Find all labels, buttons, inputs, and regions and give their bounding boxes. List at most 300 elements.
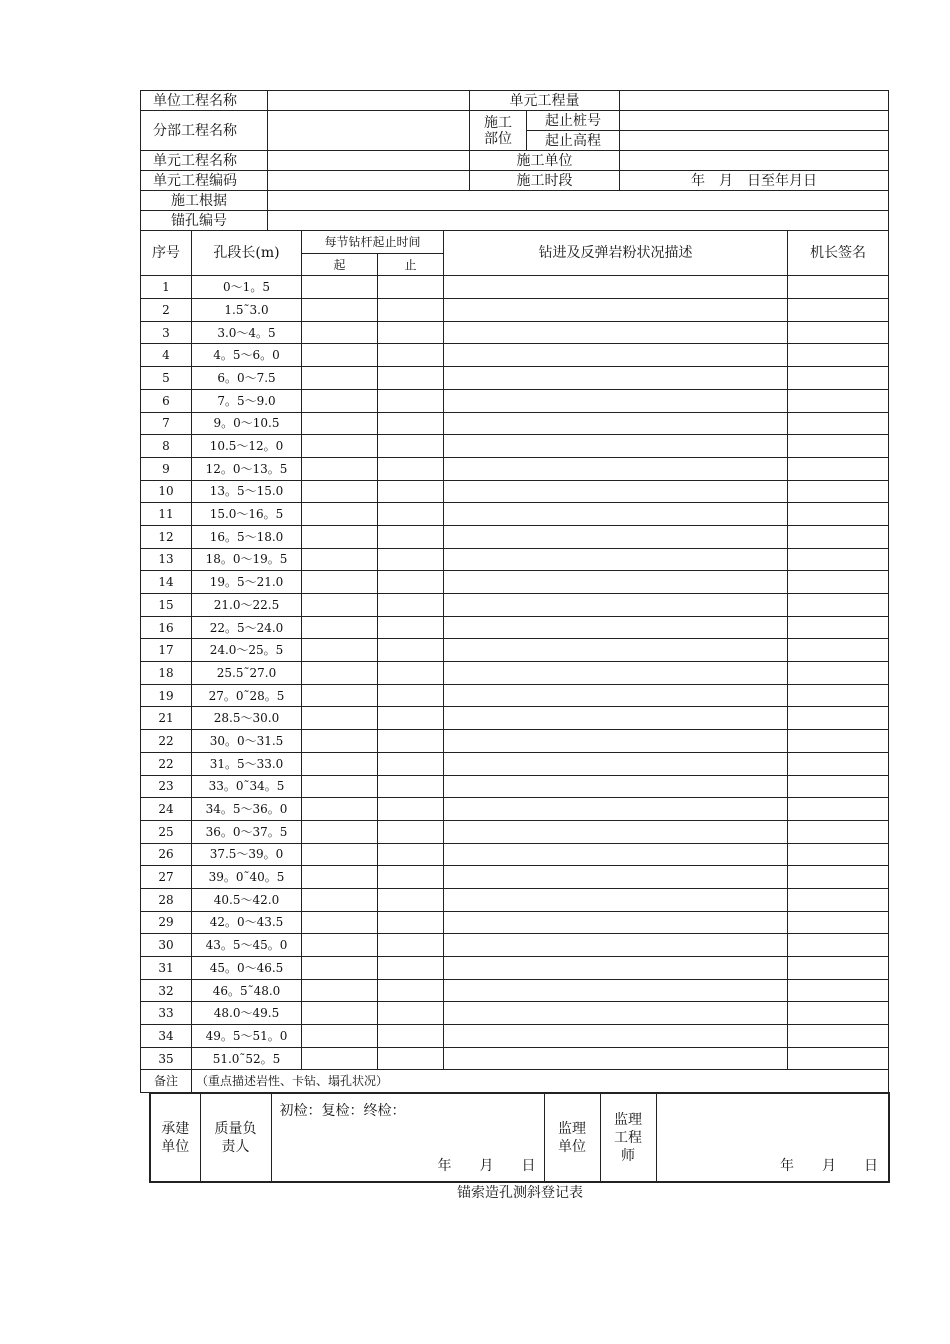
header-table [140, 90, 889, 231]
end-time-cell[interactable] [378, 775, 444, 798]
operator-sign-cell[interactable] [788, 843, 889, 866]
description-cell[interactable] [444, 979, 788, 1002]
end-time-cell[interactable] [378, 480, 444, 503]
sub-project-name-label: 分部工程名称 [141, 111, 268, 151]
form-caption: 锚索造孔测斜登记表 [457, 1185, 583, 1201]
seq-cell: 4 [141, 344, 192, 367]
section-length-cell: 42。0～43.5 [192, 911, 302, 934]
description-cell[interactable] [444, 389, 788, 412]
start-time-cell[interactable] [302, 344, 378, 367]
table-row [141, 435, 889, 458]
start-time-cell[interactable] [302, 820, 378, 843]
unit-element-code-field[interactable] [268, 171, 470, 191]
start-time-cell[interactable] [302, 616, 378, 639]
end-time-cell[interactable] [378, 435, 444, 458]
description-cell[interactable] [444, 1025, 788, 1048]
start-time-cell[interactable] [302, 435, 378, 458]
description-cell[interactable] [444, 344, 788, 367]
end-time-cell[interactable] [378, 662, 444, 685]
seq-cell: 30 [141, 934, 192, 957]
start-time-cell[interactable] [302, 1047, 378, 1070]
description-cell[interactable] [444, 911, 788, 934]
description-cell[interactable] [444, 299, 788, 322]
registration-form [140, 90, 888, 1183]
start-time-cell[interactable] [302, 457, 378, 480]
contractor-label [150, 1093, 200, 1182]
inspection-date: 年 月 日 [437, 1158, 536, 1175]
operator-sign-cell[interactable] [788, 548, 889, 571]
table-row [141, 979, 889, 1002]
section-length-cell: 13。5～15.0 [192, 480, 302, 503]
end-time-cell[interactable] [378, 367, 444, 390]
section-length-cell: 28.5～30.0 [192, 707, 302, 730]
seq-cell: 17 [141, 639, 192, 662]
anchor-hole-no-field[interactable] [268, 211, 889, 231]
end-time-cell[interactable] [378, 299, 444, 322]
table-row [141, 730, 889, 753]
start-time-cell[interactable] [302, 412, 378, 435]
construction-unit-label: 施工单位 [470, 151, 620, 171]
construction-part-line1: 施工 [484, 114, 512, 131]
start-end-elevation-field[interactable] [620, 131, 889, 151]
drilling-record-table [140, 230, 889, 1093]
seq-cell: 31 [141, 957, 192, 980]
start-time-cell[interactable] [302, 525, 378, 548]
description-cell[interactable] [444, 1002, 788, 1025]
seq-cell: 7 [141, 412, 192, 435]
seq-cell: 8 [141, 435, 192, 458]
end-time-cell[interactable] [378, 1047, 444, 1070]
seq-cell: 35 [141, 1047, 192, 1070]
operator-sign-cell[interactable] [788, 412, 889, 435]
start-time-cell[interactable] [302, 594, 378, 617]
operator-sign-cell[interactable] [788, 594, 889, 617]
start-time-cell[interactable] [302, 707, 378, 730]
table-row [141, 934, 889, 957]
start-time-cell[interactable] [302, 1002, 378, 1025]
construction-period-label: 施工时段 [470, 171, 620, 191]
operator-sign-cell[interactable] [788, 525, 889, 548]
start-time-cell[interactable] [302, 752, 378, 775]
section-length-cell: 9。0～10.5 [192, 412, 302, 435]
section-length-cell: 7。5～9.0 [192, 389, 302, 412]
start-time-cell[interactable] [302, 684, 378, 707]
unit-project-name-label: 单位工程名称 [141, 91, 268, 111]
operator-sign-cell[interactable] [788, 911, 889, 934]
table-row [141, 888, 889, 911]
section-length-cell: 46。5˜48.0 [192, 979, 302, 1002]
operator-sign-cell[interactable] [788, 367, 889, 390]
description-cell[interactable] [444, 525, 788, 548]
seq-cell: 34 [141, 1025, 192, 1048]
supervising-engineer-label [600, 1093, 656, 1182]
end-time-cell[interactable] [378, 911, 444, 934]
seq-cell: 27 [141, 866, 192, 889]
operator-sign-cell[interactable] [788, 571, 889, 594]
description-cell[interactable] [444, 662, 788, 685]
unit-element-quantity-field[interactable] [620, 91, 889, 111]
seq-cell: 1 [141, 276, 192, 299]
section-length-cell: 10.5～12。0 [192, 435, 302, 458]
operator-sign-cell[interactable] [788, 888, 889, 911]
seq-cell: 14 [141, 571, 192, 594]
start-time-cell[interactable] [302, 775, 378, 798]
section-length-cell: 16。5～18.0 [192, 525, 302, 548]
operator-sign-cell[interactable] [788, 639, 889, 662]
seq-cell: 25 [141, 820, 192, 843]
description-cell[interactable] [444, 435, 788, 458]
quality-line2: 责人 [221, 1138, 250, 1155]
description-cell[interactable] [444, 798, 788, 821]
end-time-cell[interactable] [378, 934, 444, 957]
start-end-station-field[interactable] [620, 111, 889, 131]
seq-cell: 19 [141, 684, 192, 707]
description-cell[interactable] [444, 412, 788, 435]
description-cell[interactable] [444, 503, 788, 526]
operator-sign-cell[interactable] [788, 1047, 889, 1070]
description-cell[interactable] [444, 820, 788, 843]
unit-element-quantity-label: 单元工程量 [470, 91, 620, 111]
section-length-cell: 4。5～6。0 [192, 344, 302, 367]
unit-project-name-field[interactable] [268, 91, 470, 111]
operator-sign-cell[interactable] [788, 344, 889, 367]
table-row [141, 548, 889, 571]
table-row [141, 389, 889, 412]
table-row [141, 662, 889, 685]
end-time-cell[interactable] [378, 276, 444, 299]
description-cell[interactable] [444, 457, 788, 480]
engineer-sign-field[interactable] [656, 1093, 889, 1182]
section-length-cell: 33。0˜34。5 [192, 775, 302, 798]
operator-sign-cell[interactable] [788, 979, 889, 1002]
table-row [141, 457, 889, 480]
description-cell[interactable] [444, 367, 788, 390]
signoff-table [149, 1092, 890, 1183]
description-cell[interactable] [444, 1047, 788, 1070]
operator-sign-cell[interactable] [788, 276, 889, 299]
engineer-line2: 工程 [614, 1129, 642, 1146]
description-cell[interactable] [444, 548, 788, 571]
description-cell[interactable] [444, 888, 788, 911]
start-time-cell[interactable] [302, 548, 378, 571]
seq-cell: 9 [141, 457, 192, 480]
construction-basis-field[interactable] [268, 191, 889, 211]
seq-cell: 12 [141, 525, 192, 548]
description-cell[interactable] [444, 775, 788, 798]
operator-sign-cell[interactable] [788, 662, 889, 685]
seq-cell: 28 [141, 888, 192, 911]
section-length-cell: 25.5˜27.0 [192, 662, 302, 685]
table-row [141, 639, 889, 662]
operator-sign-cell[interactable] [788, 775, 889, 798]
section-length-cell: 51.0˜52。5 [192, 1047, 302, 1070]
section-length-cell: 24.0～25。5 [192, 639, 302, 662]
seq-cell: 15 [141, 594, 192, 617]
start-time-cell[interactable] [302, 888, 378, 911]
description-cell[interactable] [444, 684, 788, 707]
start-time-cell[interactable] [302, 866, 378, 889]
seq-cell: 32 [141, 979, 192, 1002]
engineer-date: 年 月 日 [780, 1158, 878, 1175]
seq-cell: 5 [141, 367, 192, 390]
start-time-cell[interactable] [302, 503, 378, 526]
quality-manager-label [200, 1093, 271, 1182]
end-time-cell[interactable] [378, 525, 444, 548]
description-cell[interactable] [444, 957, 788, 980]
operator-sign-cell[interactable] [788, 1002, 889, 1025]
operator-sign-cell[interactable] [788, 820, 889, 843]
table-row [141, 412, 889, 435]
supervision-line2: 单位 [558, 1138, 586, 1155]
operator-sign-cell[interactable] [788, 435, 889, 458]
construction-basis-label: 施工根据 [141, 191, 268, 211]
start-time-cell[interactable] [302, 389, 378, 412]
start-time-cell[interactable] [302, 798, 378, 821]
record-rows [141, 276, 889, 1070]
end-time-cell[interactable] [378, 594, 444, 617]
start-time-cell[interactable] [302, 843, 378, 866]
start-time-cell[interactable] [302, 299, 378, 322]
description-cell[interactable] [444, 639, 788, 662]
description-cell[interactable] [444, 480, 788, 503]
start-time-cell[interactable] [302, 321, 378, 344]
seq-cell: 33 [141, 1002, 192, 1025]
end-time-cell[interactable] [378, 457, 444, 480]
section-length-cell: 36。0～37。5 [192, 820, 302, 843]
engineer-line1: 监理 [614, 1111, 642, 1128]
description-cell[interactable] [444, 866, 788, 889]
engineer-line3: 师 [621, 1147, 635, 1164]
section-length-cell: 21.0～22.5 [192, 594, 302, 617]
seq-cell: 10 [141, 480, 192, 503]
operator-sign-cell[interactable] [788, 503, 889, 526]
seq-cell: 22 [141, 730, 192, 753]
section-length-cell: 6。0～7.5 [192, 367, 302, 390]
table-row [141, 1047, 889, 1070]
remarks-text[interactable]: （重点描述岩性、卡钻、塌孔状况） [192, 1070, 889, 1093]
sub-project-name-field[interactable] [268, 111, 470, 151]
end-time-cell[interactable] [378, 1002, 444, 1025]
section-length-cell: 15.0～16。5 [192, 503, 302, 526]
operator-sign-cell[interactable] [788, 730, 889, 753]
inspection-checks: 初检：复检：终检： [279, 1103, 406, 1120]
section-length-cell: 48.0～49.5 [192, 1002, 302, 1025]
table-row [141, 843, 889, 866]
inspection-field[interactable] [271, 1093, 544, 1182]
construction-part-line2: 部位 [484, 130, 512, 147]
unit-element-name-label: 单元工程名称 [141, 151, 268, 171]
table-row [141, 299, 889, 322]
table-row [141, 707, 889, 730]
section-length-cell: 34。5～36。0 [192, 798, 302, 821]
section-length-cell: 45。0～46.5 [192, 957, 302, 980]
description-cell[interactable] [444, 321, 788, 344]
description-cell[interactable] [444, 276, 788, 299]
table-row [141, 775, 889, 798]
start-time-cell[interactable] [302, 276, 378, 299]
section-length-cell: 31。5～33.0 [192, 752, 302, 775]
end-time-cell[interactable] [378, 389, 444, 412]
start-time-cell[interactable] [302, 571, 378, 594]
table-row [141, 480, 889, 503]
end-time-cell[interactable] [378, 888, 444, 911]
construction-part-label [470, 111, 527, 151]
description-cell[interactable] [444, 571, 788, 594]
table-row [141, 616, 889, 639]
table-row [141, 911, 889, 934]
table-row [141, 866, 889, 889]
section-length-cell: 30。0～31.5 [192, 730, 302, 753]
construction-unit-field[interactable] [620, 151, 889, 171]
table-row [141, 571, 889, 594]
table-row [141, 525, 889, 548]
end-time-cell[interactable] [378, 548, 444, 571]
supervision-line1: 监理 [558, 1120, 586, 1137]
table-row [141, 684, 889, 707]
operator-sign-cell[interactable] [788, 934, 889, 957]
description-cell[interactable] [444, 594, 788, 617]
start-time-cell[interactable] [302, 934, 378, 957]
table-row [141, 957, 889, 980]
seq-cell: 21 [141, 707, 192, 730]
section-length-cell: 1.5˜3.0 [192, 299, 302, 322]
operator-sign-cell[interactable] [788, 616, 889, 639]
section-length-cell: 22。5～24.0 [192, 616, 302, 639]
quality-line1: 质量负 [214, 1120, 257, 1137]
start-time-cell[interactable] [302, 367, 378, 390]
seq-cell: 26 [141, 843, 192, 866]
table-row [141, 752, 889, 775]
table-row [141, 820, 889, 843]
operator-sign-cell[interactable] [788, 752, 889, 775]
section-length-header: 孔段长(m) [192, 231, 302, 276]
start-time-cell[interactable] [302, 957, 378, 980]
section-length-cell: 18。0～19。5 [192, 548, 302, 571]
end-time-cell[interactable] [378, 866, 444, 889]
end-time-cell[interactable] [378, 321, 444, 344]
description-cell[interactable] [444, 616, 788, 639]
description-cell[interactable] [444, 752, 788, 775]
table-row [141, 503, 889, 526]
description-cell[interactable] [444, 934, 788, 957]
table-row [141, 1002, 889, 1025]
end-time-cell[interactable] [378, 639, 444, 662]
section-length-cell: 43。5～45。0 [192, 934, 302, 957]
operator-sign-cell[interactable] [788, 299, 889, 322]
description-header: 钻进及反弹岩粉状况描述 [444, 231, 788, 276]
table-row [141, 367, 889, 390]
end-time-cell[interactable] [378, 957, 444, 980]
section-length-cell: 27。0˜28。5 [192, 684, 302, 707]
end-time-cell[interactable] [378, 798, 444, 821]
end-time-cell[interactable] [378, 730, 444, 753]
section-length-cell: 49。5～51。0 [192, 1025, 302, 1048]
seq-header: 序号 [141, 231, 192, 276]
operator-sign-cell[interactable] [788, 957, 889, 980]
seq-cell: 24 [141, 798, 192, 821]
operator-sign-cell[interactable] [788, 866, 889, 889]
seq-cell: 23 [141, 775, 192, 798]
start-time-cell[interactable] [302, 639, 378, 662]
table-row [141, 321, 889, 344]
seq-cell: 18 [141, 662, 192, 685]
start-time-cell[interactable] [302, 911, 378, 934]
start-end-elevation-label: 起止高程 [527, 131, 620, 151]
end-time-cell[interactable] [378, 843, 444, 866]
section-length-cell: 39。0˜40。5 [192, 866, 302, 889]
construction-period-field[interactable]: 年 月 日至年月日 [620, 171, 889, 191]
operator-sign-cell[interactable] [788, 321, 889, 344]
contractor-line2: 单位 [161, 1138, 190, 1155]
operator-sign-header: 机长签名 [788, 231, 889, 276]
unit-element-name-field[interactable] [268, 151, 470, 171]
end-time-cell[interactable] [378, 616, 444, 639]
seq-cell: 22 [141, 752, 192, 775]
start-time-cell[interactable] [302, 979, 378, 1002]
rod-time-header: 每节钻杆起止时间 [302, 231, 444, 254]
end-time-cell[interactable] [378, 412, 444, 435]
table-row [141, 344, 889, 367]
table-row [141, 1025, 889, 1048]
operator-sign-cell[interactable] [788, 457, 889, 480]
section-length-cell: 0～1。5 [192, 276, 302, 299]
description-cell[interactable] [444, 843, 788, 866]
end-time-header: 止 [378, 253, 444, 276]
start-time-cell[interactable] [302, 480, 378, 503]
end-time-cell[interactable] [378, 503, 444, 526]
operator-sign-cell[interactable] [788, 707, 889, 730]
section-length-cell: 40.5～42.0 [192, 888, 302, 911]
remarks-label: 备注 [141, 1070, 192, 1093]
end-time-cell[interactable] [378, 344, 444, 367]
seq-cell: 13 [141, 548, 192, 571]
start-time-cell[interactable] [302, 1025, 378, 1048]
end-time-cell[interactable] [378, 1025, 444, 1048]
start-time-cell[interactable] [302, 730, 378, 753]
seq-cell: 2 [141, 299, 192, 322]
description-cell[interactable] [444, 707, 788, 730]
section-length-cell: 19。5～21.0 [192, 571, 302, 594]
operator-sign-cell[interactable] [788, 389, 889, 412]
start-time-header: 起 [302, 253, 378, 276]
operator-sign-cell[interactable] [788, 798, 889, 821]
end-time-cell[interactable] [378, 752, 444, 775]
end-time-cell[interactable] [378, 979, 444, 1002]
description-cell[interactable] [444, 730, 788, 753]
table-row [141, 276, 889, 299]
section-length-cell: 3.0～4。5 [192, 321, 302, 344]
end-time-cell[interactable] [378, 707, 444, 730]
seq-cell: 11 [141, 503, 192, 526]
end-time-cell[interactable] [378, 571, 444, 594]
supervision-unit-label [544, 1093, 600, 1182]
start-end-station-label: 起止桩号 [527, 111, 620, 131]
end-time-cell[interactable] [378, 820, 444, 843]
operator-sign-cell[interactable] [788, 684, 889, 707]
contractor-line1: 承建 [161, 1120, 190, 1137]
section-length-cell: 12。0～13。5 [192, 457, 302, 480]
seq-cell: 29 [141, 911, 192, 934]
seq-cell: 3 [141, 321, 192, 344]
operator-sign-cell[interactable] [788, 1025, 889, 1048]
operator-sign-cell[interactable] [788, 480, 889, 503]
start-time-cell[interactable] [302, 662, 378, 685]
seq-cell: 16 [141, 616, 192, 639]
section-length-cell: 37.5～39。0 [192, 843, 302, 866]
table-row [141, 594, 889, 617]
end-time-cell[interactable] [378, 684, 444, 707]
table-row [141, 798, 889, 821]
